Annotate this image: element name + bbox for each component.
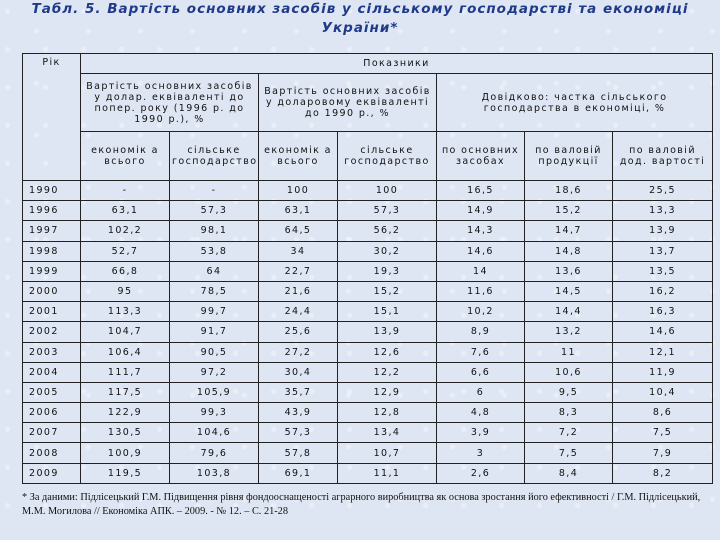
value-cell: 2,6 [437,463,525,483]
value-cell: 7,2 [525,423,613,443]
subheader-cell: економік а всього [81,132,170,181]
year-cell: 2004 [23,362,81,382]
table-row [23,221,713,241]
value-cell: 95 [81,281,170,301]
value-cell: 10,2 [437,302,525,322]
value-cell: 78,5 [170,281,259,301]
value-cell: 30,4 [259,362,338,382]
value-cell: 13,7 [613,241,713,261]
value-cell: 14,5 [525,281,613,301]
value-cell: 10,7 [338,443,437,463]
value-cell: 43,9 [259,403,338,423]
fixed-assets-table [22,53,713,484]
value-cell: 103,8 [170,463,259,483]
value-cell: 57,3 [338,201,437,221]
value-cell: 30,2 [338,241,437,261]
value-cell: 57,3 [259,423,338,443]
value-cell: - [81,181,170,201]
value-cell: 13,9 [338,322,437,342]
table-row [23,261,713,281]
value-cell: 56,2 [338,221,437,241]
value-cell: 69,1 [259,463,338,483]
subheader-cell: сільське господарство [170,132,259,181]
value-cell: - [170,181,259,201]
value-cell: 105,9 [170,382,259,402]
table-row [23,181,713,201]
value-cell: 12,6 [338,342,437,362]
table-row [23,463,713,483]
value-cell: 13,5 [613,261,713,281]
value-cell: 130,5 [81,423,170,443]
value-cell: 12,1 [613,342,713,362]
value-cell: 14,4 [525,302,613,322]
value-cell: 104,7 [81,322,170,342]
value-cell: 53,8 [170,241,259,261]
value-cell: 97,2 [170,362,259,382]
table-row [23,201,713,221]
value-cell: 6,6 [437,362,525,382]
value-cell: 102,2 [81,221,170,241]
value-cell: 6 [437,382,525,402]
value-cell: 27,2 [259,342,338,362]
value-cell: 22,7 [259,261,338,281]
year-cell: 2002 [23,322,81,342]
value-cell: 15,2 [525,201,613,221]
group-header-agriculture-share: Довідково: частка сільського господарства в економіці, % [437,74,713,132]
table-row [23,443,713,463]
year-cell: 2009 [23,463,81,483]
year-cell: 2008 [23,443,81,463]
year-cell: 2003 [23,342,81,362]
value-cell: 13,2 [525,322,613,342]
value-cell: 16,2 [613,281,713,301]
year-cell: 2000 [23,281,81,301]
table-row [23,241,713,261]
year-cell: 2001 [23,302,81,322]
value-cell: 98,1 [170,221,259,241]
subheader-cell: по валовій продукції [525,132,613,181]
value-cell: 7,6 [437,342,525,362]
value-cell: 119,5 [81,463,170,483]
value-cell: 14,3 [437,221,525,241]
table-row [23,322,713,342]
subheader-cell: економік а всього [259,132,338,181]
table-row [23,382,713,402]
value-cell: 35,7 [259,382,338,402]
page-title: Табл. 5. Вартість основних засобів у сільському господарстві та економіці України* [31,1,689,36]
table-row [23,362,713,382]
value-cell: 16,3 [613,302,713,322]
value-cell: 14,8 [525,241,613,261]
year-cell: 2006 [23,403,81,423]
value-cell: 11 [525,342,613,362]
value-cell: 10,4 [613,382,713,402]
value-cell: 52,7 [81,241,170,261]
value-cell: 14,7 [525,221,613,241]
source-footnote: * За даними: Підлісецький Г.М. Підвищення рівня фондооснащеності аграрного виробництва як основа зростання його ефективності / Г.М. Підлісецький, М.М. Могилова // Економіка АПК. – 2009. - № 12. – С. 21-28 [22,492,701,517]
table-row [23,403,713,423]
value-cell: 79,6 [170,443,259,463]
value-cell: 3 [437,443,525,463]
value-cell: 8,3 [525,403,613,423]
table-row [23,342,713,362]
value-cell: 63,1 [81,201,170,221]
year-cell: 1999 [23,261,81,281]
value-cell: 15,2 [338,281,437,301]
value-cell: 9,5 [525,382,613,402]
value-cell: 11,6 [437,281,525,301]
value-cell: 122,9 [81,403,170,423]
subheader-cell: сільське господарство [338,132,437,181]
value-cell: 57,3 [170,201,259,221]
value-cell: 113,3 [81,302,170,322]
value-cell: 7,5 [613,423,713,443]
table-row [23,302,713,322]
value-cell: 13,6 [525,261,613,281]
value-cell: 66,8 [81,261,170,281]
value-cell: 8,9 [437,322,525,342]
value-cell: 19,3 [338,261,437,281]
value-cell: 100 [338,181,437,201]
group-header-1990: Вартість основних засобів у доларовому еквіваленті до 1990 р., % [259,74,437,132]
value-cell: 12,2 [338,362,437,382]
table-row [23,281,713,301]
value-cell: 11,1 [338,463,437,483]
value-cell: 25,5 [613,181,713,201]
value-cell: 18,6 [525,181,613,201]
table-row [23,423,713,443]
value-cell: 100 [259,181,338,201]
value-cell: 64 [170,261,259,281]
value-cell: 34 [259,241,338,261]
subheader-cell: по валовій дод. вартості [613,132,713,181]
value-cell: 11,9 [613,362,713,382]
year-cell: 1997 [23,221,81,241]
value-cell: 16,5 [437,181,525,201]
year-cell: 2005 [23,382,81,402]
value-cell: 14,9 [437,201,525,221]
year-cell: 1996 [23,201,81,221]
value-cell: 13,3 [613,201,713,221]
value-cell: 3,9 [437,423,525,443]
year-cell: 2007 [23,423,81,443]
value-cell: 13,4 [338,423,437,443]
value-cell: 15,1 [338,302,437,322]
value-cell: 64,5 [259,221,338,241]
year-header: Рік [23,54,81,181]
value-cell: 25,6 [259,322,338,342]
value-cell: 14,6 [437,241,525,261]
value-cell: 57,8 [259,443,338,463]
value-cell: 4,8 [437,403,525,423]
value-cell: 21,6 [259,281,338,301]
value-cell: 14,6 [613,322,713,342]
value-cell: 12,9 [338,382,437,402]
year-cell: 1990 [23,181,81,201]
value-cell: 100,9 [81,443,170,463]
value-cell: 24,4 [259,302,338,322]
value-cell: 91,7 [170,322,259,342]
value-cell: 14 [437,261,525,281]
value-cell: 99,3 [170,403,259,423]
value-cell: 99,7 [170,302,259,322]
value-cell: 8,2 [613,463,713,483]
value-cell: 63,1 [259,201,338,221]
indicators-header: Показники [81,54,713,74]
value-cell: 7,5 [525,443,613,463]
value-cell: 104,6 [170,423,259,443]
value-cell: 117,5 [81,382,170,402]
value-cell: 10,6 [525,362,613,382]
value-cell: 13,9 [613,221,713,241]
value-cell: 106,4 [81,342,170,362]
year-cell: 1998 [23,241,81,261]
value-cell: 8,6 [613,403,713,423]
value-cell: 7,9 [613,443,713,463]
value-cell: 8,4 [525,463,613,483]
value-cell: 90,5 [170,342,259,362]
group-header-prev-year: Вартість основних засобів у долар. еквіваленті до попер. року (1996 р. до 1990 р.), % [81,74,259,132]
value-cell: 111,7 [81,362,170,382]
value-cell: 12,8 [338,403,437,423]
subheader-cell: по основних засобах [437,132,525,181]
